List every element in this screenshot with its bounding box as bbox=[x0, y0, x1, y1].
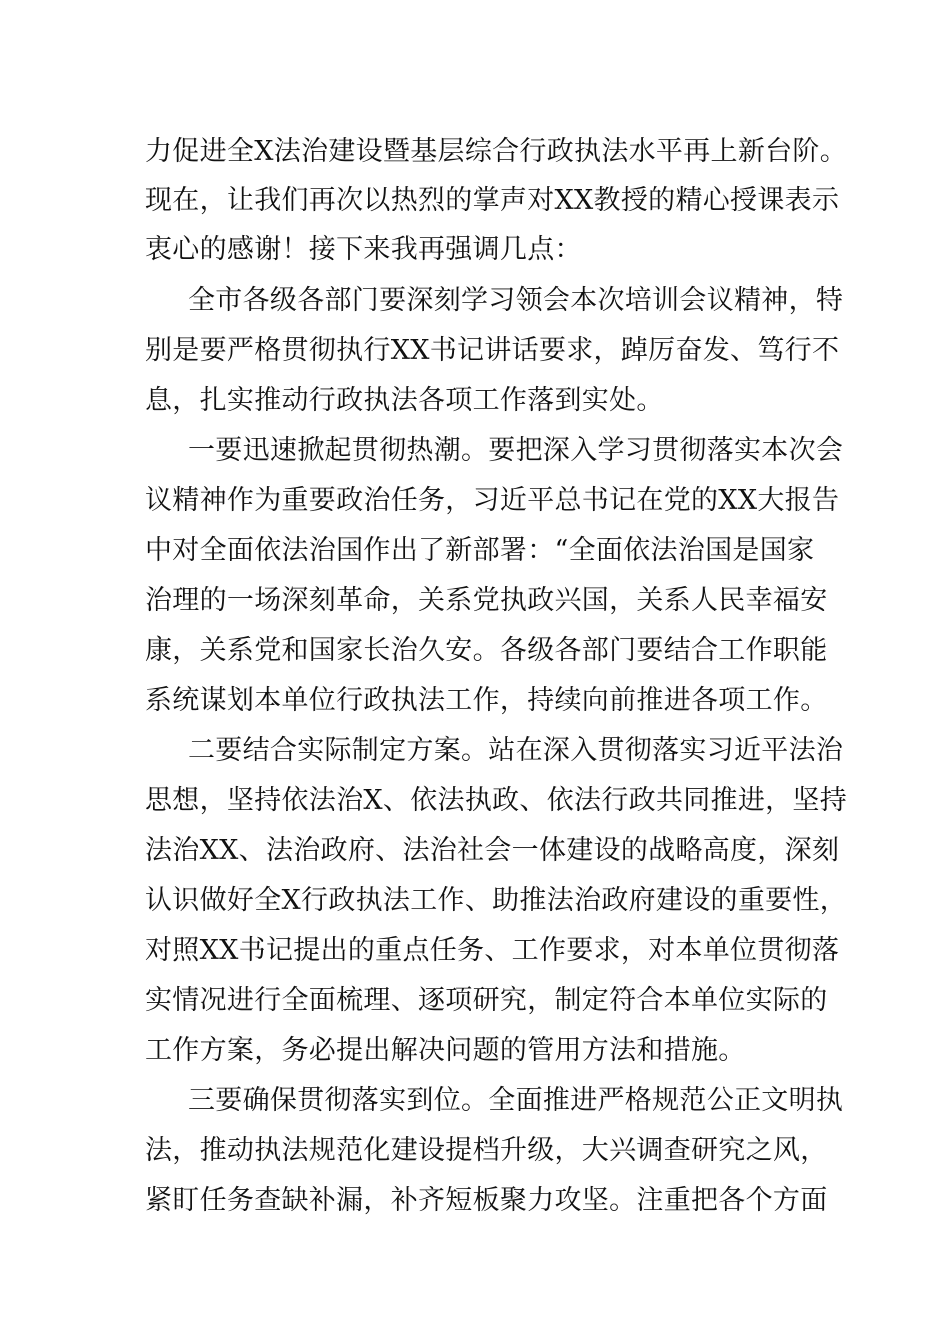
text-line: 康，关系党和国家长治久安。各级各部门要结合工作职能 bbox=[145, 635, 828, 666]
text-line: 紧盯任务查缺补漏，补齐短板聚力攻坚。注重把各个方面 bbox=[145, 1185, 828, 1216]
text-line: 衷心的感谢！接下来我再强调几点： bbox=[145, 234, 582, 265]
text-line: 力促进全X法治建设暨基层综合行政执法水平再上新台阶。 bbox=[145, 136, 848, 167]
text-line: 思想，坚持依法治X、依法执政、依法行政共同推进，坚持 bbox=[145, 785, 848, 816]
text-line: 法治XX、法治政府、法治社会一体建设的战略高度，深刻 bbox=[145, 835, 840, 866]
text-line: 认识做好全X行政执法工作、助推法治政府建设的重要性， bbox=[145, 885, 848, 916]
paragraph-start-line: 一要迅速掀起贯彻热潮。要把深入学习贯彻落实本次会 bbox=[188, 435, 844, 466]
text-line: 现在，让我们再次以热烈的掌声对XX教授的精心授课表示 bbox=[145, 185, 840, 216]
text-line: 别是要严格贯彻执行XX书记讲话要求，踔厉奋发、笃行不 bbox=[145, 335, 840, 366]
paragraph-start-line: 二要结合实际制定方案。站在深入贯彻落实习近平法治 bbox=[188, 735, 844, 766]
text-line: 法，推动执法规范化建设提档升级，大兴调查研究之风， bbox=[145, 1135, 828, 1166]
text-line: 中对全面依法治国作出了新部署：“全面依法治国是国家 bbox=[145, 535, 815, 566]
text-line: 工作方案，务必提出解决问题的管用方法和措施。 bbox=[145, 1035, 746, 1066]
paragraph-start-line: 三要确保贯彻落实到位。全面推进严格规范公正文明执 bbox=[188, 1085, 844, 1116]
text-line: 治理的一场深刻革命，关系党执政兴国，关系人民幸福安 bbox=[145, 585, 828, 616]
text-line: 实情况进行全面梳理、逐项研究，制定符合本单位实际的 bbox=[145, 985, 828, 1016]
text-line: 对照XX书记提出的重点任务、工作要求，对本单位贯彻落 bbox=[145, 935, 840, 966]
text-line: 息，扎实推动行政执法各项工作落到实处。 bbox=[145, 385, 664, 416]
text-line: 议精神作为重要政治任务，习近平总书记在党的XX大报告 bbox=[145, 485, 840, 516]
paragraph-start-line: 全市各级各部门要深刻学习领会本次培训会议精神，特 bbox=[188, 285, 844, 316]
text-line: 系统谋划本单位行政执法工作，持续向前推进各项工作。 bbox=[145, 685, 828, 716]
